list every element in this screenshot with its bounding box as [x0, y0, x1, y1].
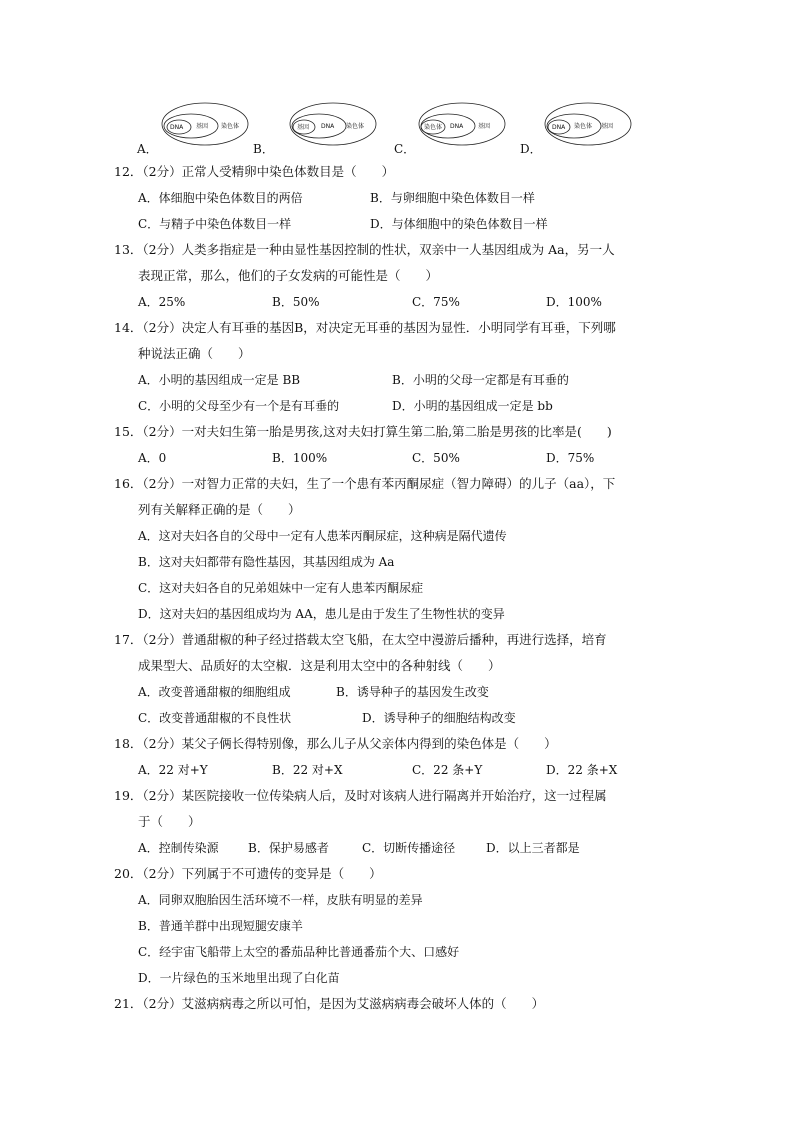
- q17-option-a[interactable]: A．改变普通甜椒的细胞组成: [138, 685, 291, 699]
- q13-option-b[interactable]: B．50%: [272, 295, 320, 309]
- outer-label: 基因: [478, 123, 491, 130]
- q20-option-d[interactable]: D．一片绿色的玉米地里出现了白化苗: [138, 971, 340, 985]
- question-13-stem: 13．（2分）人类多指症是一种由显性基因控制的性状，双亲中一人基因组成为 Aa，另一人 表现正常，那么，他们的子女发病的可能性是（ ）: [114, 242, 615, 283]
- question-15-stem: 15．（2分）一对夫妇生第一胎是男孩,这对夫妇打算生第二胎,第二胎是男孩的比率是( ): [114, 424, 612, 439]
- q15-option-a[interactable]: A．0: [138, 451, 167, 465]
- q17-option-d[interactable]: D．诱导种子的细胞结构改变: [362, 711, 516, 725]
- option-letter: C．: [394, 142, 416, 156]
- q12-option-b[interactable]: B．与卵细胞中染色体数目一样: [370, 191, 535, 205]
- question-18-stem: 18．（2分）某父子俩长得特别像，那么儿子从父亲体内得到的染色体是（ ）: [114, 736, 557, 751]
- diagram-options-row: [137, 100, 657, 156]
- q17-option-b[interactable]: B．诱导种子的基因发生改变: [336, 685, 489, 699]
- outer-label: 染色体: [221, 123, 240, 130]
- outer-label: 染色体: [346, 123, 365, 130]
- q19-option-b[interactable]: B．保护易感者: [248, 841, 329, 855]
- q14-option-d[interactable]: D．小明的基因组成一定是 bb: [392, 399, 553, 413]
- middle-label: 基因: [196, 123, 209, 130]
- nested-ellipses-diagram: [289, 100, 379, 150]
- q16-option-a[interactable]: A．这对夫妇各自的父母中一定有人患苯丙酮尿症，这种病是隔代遗传: [138, 529, 507, 543]
- q12-option-a[interactable]: A．体细胞中染色体数目的两倍: [138, 191, 303, 205]
- option-letter: D．: [520, 142, 542, 156]
- q18-option-d[interactable]: D．22 条+X: [546, 763, 618, 777]
- inner-label: DNA: [170, 124, 184, 131]
- inner-label: 基因: [297, 124, 310, 131]
- inner-label: 染色体: [424, 124, 443, 131]
- option-letter: B．: [253, 142, 274, 156]
- q15-option-b[interactable]: B．100%: [272, 451, 328, 465]
- q14-option-b[interactable]: B．小明的父母一定都是有耳垂的: [392, 373, 569, 387]
- q13-option-d[interactable]: D．100%: [546, 295, 602, 309]
- option-letter: A．: [137, 142, 158, 156]
- q19-option-d[interactable]: D．以上三者都是: [486, 841, 580, 855]
- q14-option-c[interactable]: C．小明的父母至少有一个是有耳垂的: [138, 399, 340, 413]
- q20-option-a[interactable]: A．同卵双胞胎因生活环境不一样，皮肤有明显的差异: [138, 893, 423, 907]
- middle-label: DNA: [450, 123, 464, 130]
- nested-ellipses-diagram: [161, 100, 251, 150]
- q13-option-c[interactable]: C．75%: [412, 295, 460, 309]
- inner-label: DNA: [552, 124, 566, 131]
- middle-label: DNA: [321, 123, 335, 130]
- question-16-stem: 16．（2分）一对智力正常的夫妇，生了一个患有苯丙酮尿症（智力障碍）的儿子（aa），下 列有关解释正确的是（ ）: [114, 476, 616, 517]
- q19-option-a[interactable]: A．控制传染源: [138, 841, 219, 855]
- q15-option-c[interactable]: C．50%: [412, 451, 460, 465]
- q18-option-b[interactable]: B．22 对+X: [272, 763, 343, 777]
- q14-option-a[interactable]: A．小明的基因组成一定是 BB: [138, 373, 301, 387]
- q16-option-c[interactable]: C．这对夫妇各自的兄弟姐妹中一定有人患苯丙酮尿症: [138, 581, 424, 595]
- q16-option-d[interactable]: D．这对夫妇的基因组成均为 AA，患儿是由于发生了生物性状的变异: [138, 607, 505, 621]
- q12-option-c[interactable]: C．与精子中染色体数目一样: [138, 217, 292, 231]
- q18-option-a[interactable]: A．22 对+Y: [138, 763, 208, 777]
- question-21-stem: 21．（2分）艾滋病病毒之所以可怕，是因为艾滋病病毒会破坏人体的（ ）: [114, 996, 545, 1011]
- nested-ellipses-diagram: [544, 100, 634, 150]
- q15-option-d[interactable]: D．75%: [546, 451, 595, 465]
- q17-option-c[interactable]: C．改变普通甜椒的不良性状: [138, 711, 292, 725]
- question-17-stem: 17．（2分）普通甜椒的种子经过搭载太空飞船，在太空中漫游后播种，再进行选择，培育 成果型大、品质好的太空椒．这是利用太空中的各种射线（ ）: [114, 632, 607, 673]
- question-20-stem: 20．（2分）下列属于不可遗传的变异是（ ）: [114, 866, 382, 881]
- q20-option-b[interactable]: B．普通羊群中出现短腿安康羊: [138, 919, 303, 933]
- outer-label: 基因: [601, 123, 614, 130]
- q20-option-c[interactable]: C．经宇宙飞船带上太空的番茄品种比普通番茄个大、口感好: [138, 945, 460, 959]
- nested-ellipses-diagram: [418, 100, 508, 150]
- q16-option-b[interactable]: B．这对夫妇都带有隐性基因，其基因组成为 Aa: [138, 555, 395, 569]
- q19-option-c[interactable]: C．切断传播途径: [362, 841, 456, 855]
- question-14-stem: 14．（2分）决定人有耳垂的基因B，对决定无耳垂的基因为显性．小明同学有耳垂，下列哪 种说法正确（ ）: [114, 320, 616, 361]
- question-19-stem: 19．（2分）某医院接收一位传染病人后，及时对该病人进行隔离并开始治疗，这一过程属 于（ ）: [114, 788, 607, 829]
- middle-label: 染色体: [574, 123, 593, 130]
- q12-option-d[interactable]: D．与体细胞中的染色体数目一样: [370, 217, 548, 231]
- q13-option-a[interactable]: A．25%: [138, 295, 186, 309]
- question-12-stem: 12．（2分）正常人受精卵中染色体数目是（ ）: [114, 164, 395, 179]
- q18-option-c[interactable]: C．22 条+Y: [412, 763, 483, 777]
